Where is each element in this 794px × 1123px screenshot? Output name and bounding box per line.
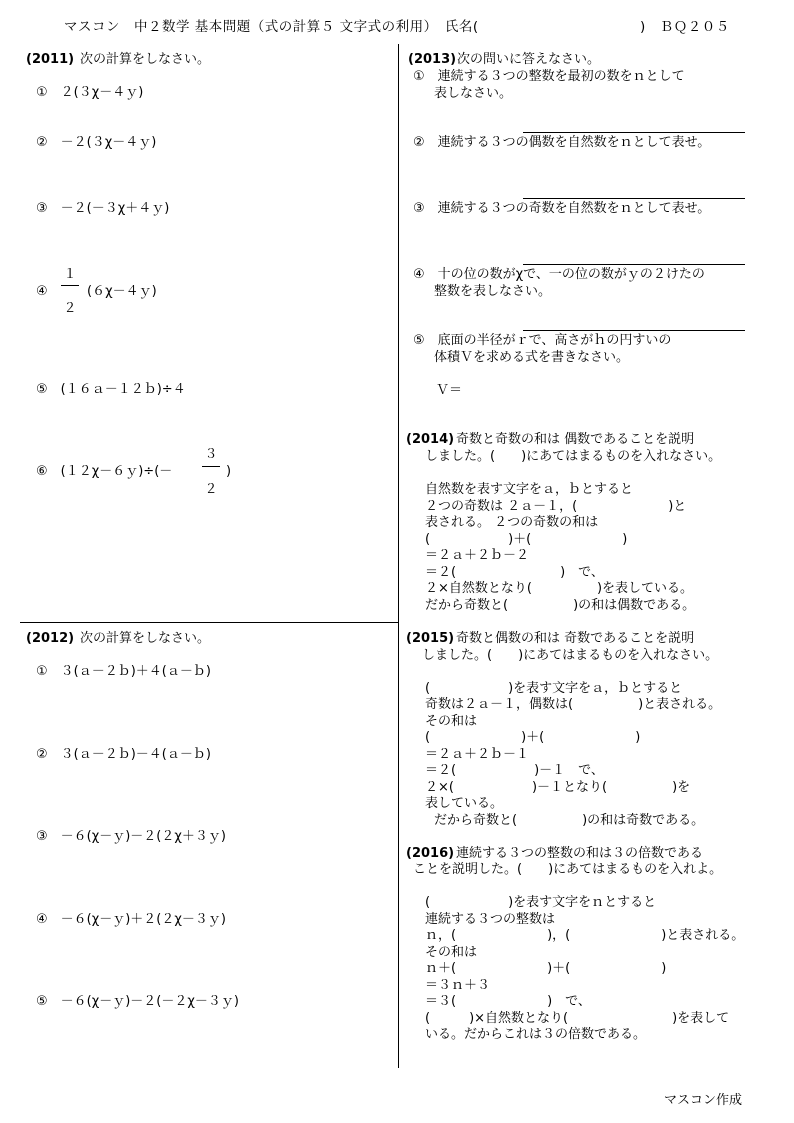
fraction-denominator: ２ bbox=[63, 301, 77, 316]
proof-line: その和は bbox=[425, 945, 478, 960]
section-instruction: 次の計算をしなさい。 bbox=[80, 631, 211, 646]
question-1-line-2: 表しなさい。 bbox=[434, 86, 513, 101]
fraction-numerator: ３ bbox=[204, 447, 218, 462]
answer-line bbox=[523, 264, 745, 265]
proof-line: だから奇数と( )の和は奇数である。 bbox=[434, 813, 705, 828]
problem-2: ② －２(３χ－４ｙ) bbox=[36, 135, 157, 150]
proof-line: ( )を表す文字をｎとすると bbox=[425, 895, 657, 910]
problem-1: ① ３(ａ－２ｂ)＋４(ａ－ｂ) bbox=[36, 664, 211, 679]
fraction-bar bbox=[202, 466, 220, 467]
proof-line: ２×自然数となり( )を表している。 bbox=[425, 581, 694, 596]
proof-line: ＝３( ) で、 bbox=[425, 994, 591, 1009]
proof-line: 表される。 ２つの奇数の和は bbox=[425, 515, 599, 530]
proof-line: いる。だからこれは３の倍数である。 bbox=[425, 1027, 647, 1042]
section-instruction: 次の問いに答えなさい。 bbox=[457, 52, 601, 67]
section-line-1: 奇数と奇数の和は 偶数であることを説明 bbox=[456, 432, 695, 447]
proof-line: ＝２( )－１ で、 bbox=[425, 763, 604, 778]
proof-line: ２つの奇数は ２ａ－１，( )と bbox=[425, 499, 687, 514]
section-instruction: 次の計算をしなさい。 bbox=[80, 52, 211, 67]
problem-4: ④ －６(χ－ｙ)＋２(２χ－３ｙ) bbox=[36, 912, 226, 927]
proof-line: 連続する３つの整数は bbox=[425, 912, 556, 927]
section-line-2: しました。( )にあてはまるものを入れなさい。 bbox=[422, 648, 719, 663]
answer-line bbox=[523, 198, 745, 199]
fraction-numerator: １ bbox=[63, 267, 77, 282]
proof-line: ( )＋( ) bbox=[425, 730, 641, 745]
problem-6-expression: ⑥ (１２χ－６ｙ)÷(－ bbox=[36, 464, 173, 479]
proof-line: その和は bbox=[425, 714, 478, 729]
fraction-denominator: ２ bbox=[204, 482, 218, 497]
problem-4-mark: ④ bbox=[36, 284, 48, 299]
proof-line: ｎ＋( )＋( ) bbox=[425, 961, 667, 976]
section-number: (2012) bbox=[26, 631, 75, 646]
question-5-line-1: ⑤ 底面の半径がｒで、高さがｈの円すいの bbox=[413, 333, 672, 348]
question-4-line-2: 整数を表しなさい。 bbox=[434, 284, 552, 299]
proof-line: ２×( )－１となり( )を bbox=[425, 780, 691, 795]
proof-line: ＝２ａ＋２ｂ－２ bbox=[425, 548, 530, 563]
question-3: ③ 連続する３つの奇数を自然数をｎとして表せ。 bbox=[413, 201, 711, 216]
answer-line bbox=[523, 132, 745, 133]
question-4-line-1: ④ 十の位の数がχで、一の位の数がｙの２けたの bbox=[413, 267, 705, 282]
proof-line: ( )＋( ) bbox=[425, 532, 628, 547]
question-2: ② 連続する３つの偶数を自然数をｎとして表せ。 bbox=[413, 135, 711, 150]
proof-line: ｎ，( )，( )と表される。 bbox=[425, 928, 745, 943]
problem-5: ⑤ (１６ａ－１２ｂ)÷４ bbox=[36, 382, 186, 397]
problem-2: ② ３(ａ－２ｂ)－４(ａ－ｂ) bbox=[36, 747, 211, 762]
section-number: (2016) bbox=[406, 846, 455, 861]
proof-line: だから奇数と( )の和は偶数である。 bbox=[425, 598, 696, 613]
problem-3: ③ －２(－３χ＋４ｙ) bbox=[36, 201, 170, 216]
page-header-right: ) ＢＱ２０５ bbox=[640, 19, 730, 35]
section-number: (2015) bbox=[406, 631, 455, 646]
volume-formula-label: Ｖ＝ bbox=[436, 383, 463, 398]
column-divider bbox=[398, 44, 399, 1068]
answer-line bbox=[523, 330, 745, 331]
section-line-2: ことを説明した。( )にあてはまるものを入れよ。 bbox=[413, 862, 723, 877]
problem-4-expression: (６χ－４ｙ) bbox=[87, 284, 157, 299]
section-line-1: 奇数と偶数の和は 奇数であることを説明 bbox=[456, 631, 695, 646]
problem-3: ③ －６(χ－ｙ)－２(２χ＋３ｙ) bbox=[36, 829, 226, 844]
fraction-bar bbox=[61, 285, 79, 286]
proof-line: ( )×自然数となり( )を表して bbox=[425, 1011, 730, 1026]
footer-credit: マスコン作成 bbox=[664, 1093, 743, 1108]
page-header-left: マスコン 中２数学 基本問題（式の計算５ 文字式の利用） 氏名( bbox=[64, 19, 479, 35]
proof-line: ＝２( ) で、 bbox=[425, 565, 604, 580]
proof-line: 表している。 bbox=[425, 796, 504, 811]
section-number: (2011) bbox=[26, 52, 75, 67]
proof-line: ( )を表す文字をａ，ｂとすると bbox=[425, 681, 683, 696]
section-line-2: しました。( )にあてはまるものを入れなさい。 bbox=[425, 449, 722, 464]
question-1-line-1: ① 連続する３つの整数を最初の数をｎとして bbox=[413, 69, 685, 84]
proof-line: ＝３ｎ＋３ bbox=[425, 978, 491, 993]
section-number: (2014) bbox=[406, 432, 455, 447]
problem-1: ① ２(３χ－４ｙ) bbox=[36, 85, 144, 100]
problem-6-close: ) bbox=[226, 464, 232, 479]
section-line-1: 連続する３つの整数の和は３の倍数である bbox=[456, 846, 704, 861]
question-5-line-2: 体積Ｖを求める式を書きなさい。 bbox=[434, 350, 630, 365]
left-section-divider bbox=[20, 622, 399, 623]
proof-line: ＝２ａ＋２ｂ－１ bbox=[425, 747, 530, 762]
proof-line: 自然数を表す文字をａ，ｂとすると bbox=[425, 482, 634, 497]
section-number: (2013) bbox=[408, 52, 457, 67]
problem-5: ⑤ －６(χ－ｙ)－２(－２χ－３ｙ) bbox=[36, 994, 239, 1009]
proof-line: 奇数は２ａ－１，偶数は( )と表される。 bbox=[425, 697, 722, 712]
